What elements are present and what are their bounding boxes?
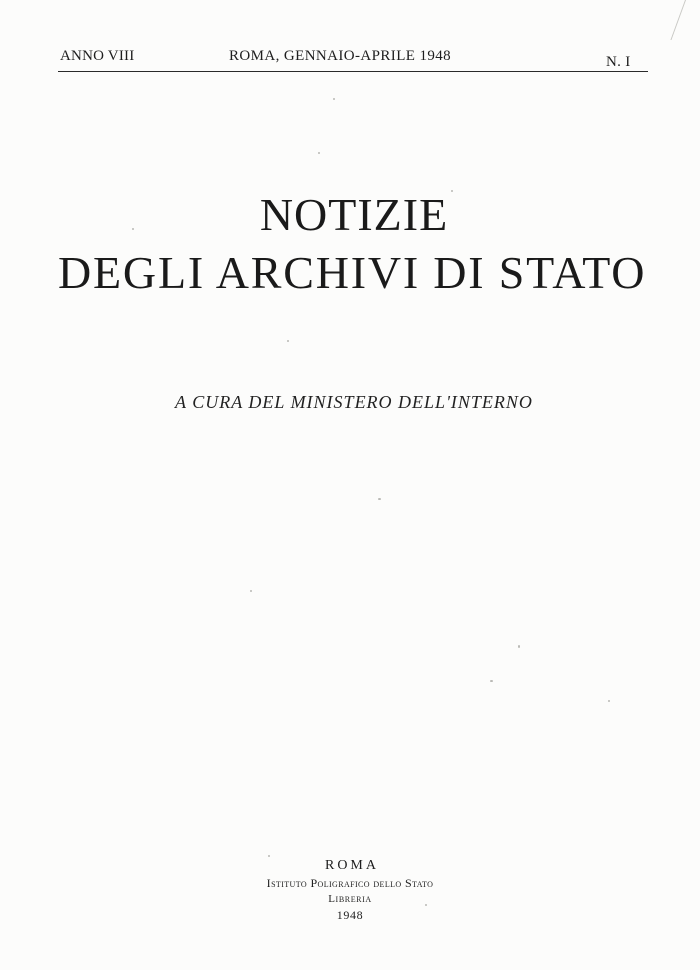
place-date-label: ROMA, GENNAIO-APRILE 1948 (229, 48, 452, 64)
header-rule (58, 71, 648, 72)
scan-speck (318, 152, 320, 154)
page-header (58, 44, 650, 74)
imprint-publisher: Istituto Poligrafico dello Stato (266, 876, 434, 890)
issue-number: N. I (606, 54, 631, 70)
imprint-libreria: Libreria (328, 893, 372, 905)
title-line-1: NOTIZIE (259, 189, 449, 240)
imprint (0, 857, 700, 923)
scan-corner-mark (670, 0, 700, 40)
scan-speck (268, 855, 270, 857)
scan-speck (132, 228, 134, 230)
volume-label: ANNO VIII (60, 48, 135, 64)
imprint-year: 1948 (336, 908, 364, 922)
scan-speck (287, 340, 289, 342)
scan-speck (250, 590, 252, 592)
scan-speck (425, 904, 427, 906)
scan-speck (378, 498, 381, 500)
scan-speck (490, 680, 493, 682)
scan-speck (518, 645, 520, 648)
scan-speck (451, 190, 453, 192)
title-line-2: DEGLI ARCHIVI DI STATO (58, 247, 647, 298)
scan-speck (608, 700, 610, 702)
imprint-city: ROMA (324, 858, 379, 873)
scan-speck (333, 98, 335, 100)
subtitle: A CURA DEL MINISTERO DELL'INTERNO (175, 392, 533, 412)
